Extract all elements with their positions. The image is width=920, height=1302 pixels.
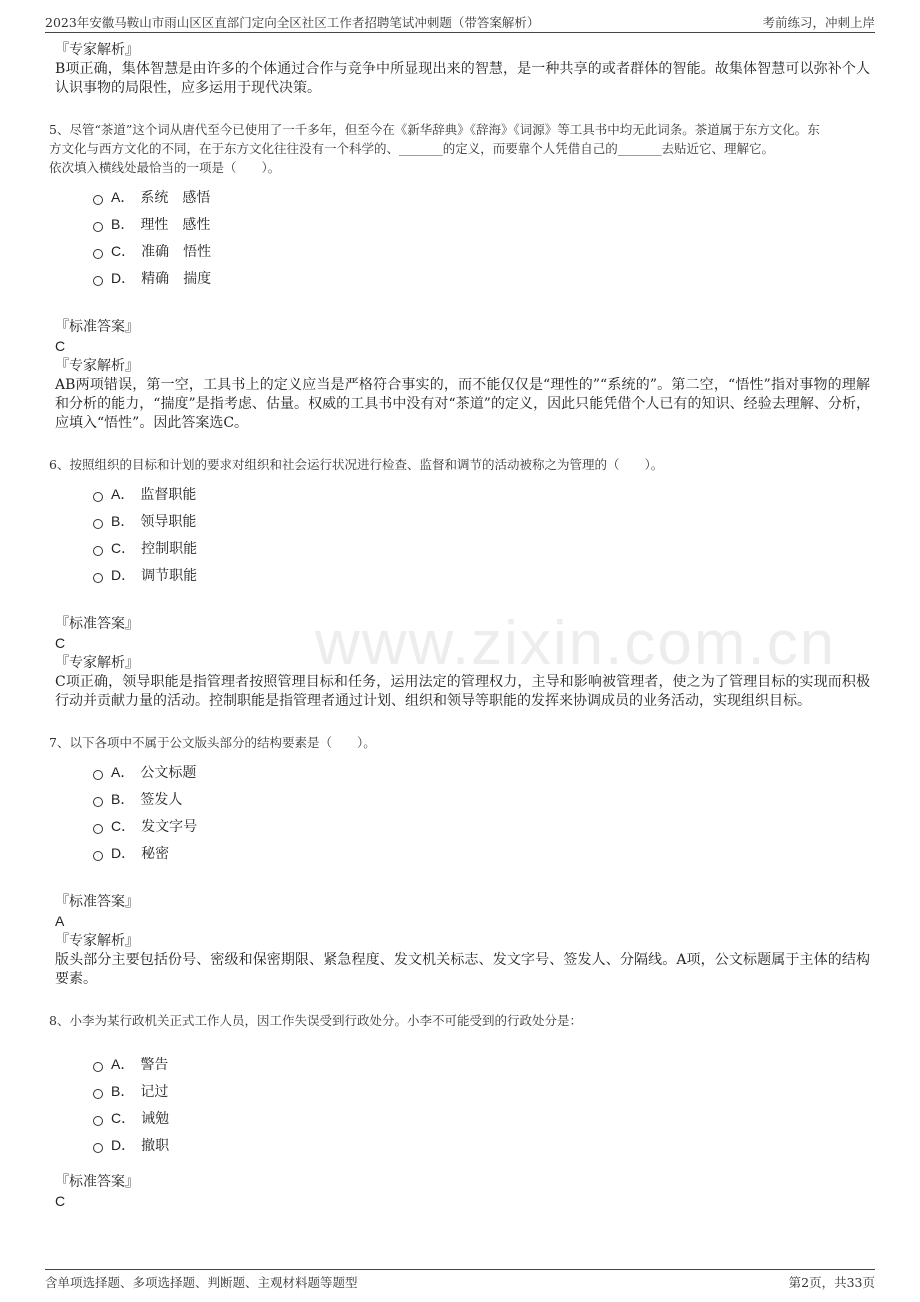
analysis-label: 『专家解析』 [55, 358, 139, 374]
options-list [93, 1050, 870, 1158]
options-list [93, 183, 870, 291]
radio-icon[interactable] [93, 249, 103, 259]
option-letter: B． [111, 215, 135, 232]
option-letter: B． [111, 790, 135, 807]
footer-description: 含单项选择题、多项选择题、判断题、主观材料题等题型 [45, 1275, 358, 1290]
radio-icon[interactable] [93, 546, 103, 556]
option-letter: A． [111, 1055, 135, 1072]
q4-analysis-block [55, 40, 870, 98]
page-header [45, 10, 875, 33]
option-letter: A． [111, 188, 135, 205]
option-letter: B． [111, 512, 135, 529]
header-motto: 考前练习，冲刺上岸 [762, 15, 875, 30]
radio-icon[interactable] [93, 492, 103, 502]
question-6 [49, 455, 870, 711]
stem-line: 方文化与西方文化的不同，在于东方文化往往没有一个科学的、_______的定义，而要靠个人凭借自己的_______去贴近它、理解它。 [49, 141, 775, 156]
option-letter: D． [111, 566, 136, 583]
radio-icon[interactable] [93, 1143, 103, 1153]
option-b[interactable] [93, 507, 870, 534]
option-c[interactable] [93, 237, 870, 264]
option-text: 调节职能 [141, 567, 198, 584]
option-letter: A． [111, 763, 135, 780]
analysis-label: 『专家解析』 [55, 933, 139, 949]
option-text: 系统 感悟 [140, 189, 211, 206]
question-stem: 6、按照组织的目标和计划的要求对组织和社会运行状况进行检查、监督和调节的活动被称之为管理的（ ）。 [49, 457, 664, 472]
option-b[interactable] [93, 785, 870, 812]
stem-line: 5、尽管“茶道”这个词从唐代至今已使用了一千多年，但至今在《新华辞典》《辞海》《词源》等工具书中均无此词条。茶道属于东方文化。东 [49, 122, 820, 137]
question-5 [49, 120, 870, 433]
options-list [93, 758, 870, 866]
analysis-text: 版头部分主要包括份号、密级和保密期限、紧急程度、发文机关标志、发文字号、签发人、分隔线。A项，公文标题属于主体的结构要素。 [55, 952, 870, 987]
option-text: 撤职 [141, 1137, 170, 1154]
document-title: 2023年安徽马鞍山市雨山区区直部门定向全区社区工作者招聘笔试冲刺题（带答案解析） [45, 15, 540, 30]
option-text: 控制职能 [141, 540, 198, 557]
option-a[interactable] [93, 758, 870, 785]
radio-icon[interactable] [93, 851, 103, 861]
radio-icon[interactable] [93, 770, 103, 780]
question-stem: 8、小李为某行政机关正式工作人员，因工作失误受到行政处分。小李不可能受到的行政处分是： [49, 1013, 582, 1028]
radio-icon[interactable] [93, 797, 103, 807]
option-letter: A． [111, 485, 135, 502]
option-text: 公文标题 [140, 764, 197, 781]
option-d[interactable] [93, 264, 870, 291]
question-stem: 7、以下各项中不属于公文版头部分的结构要素是（ ）。 [49, 735, 376, 750]
option-a[interactable] [93, 1050, 870, 1077]
radio-icon[interactable] [93, 222, 103, 232]
option-b[interactable] [93, 1077, 870, 1104]
analysis-text: C项正确，领导职能是指管理者按照管理目标和任务，运用法定的管理权力，主导和影响被管理者，使之为了管理目标的实现而积极行动并贡献力量的活动。控制职能是指管理者通过计划、组织和领导等职能的发挥来协调成员的业务活动，实现组织目标。 [55, 674, 870, 709]
analysis-label: 『专家解析』 [55, 42, 139, 58]
stem-line: 依次填入横线处最恰当的一项是（ ）。 [49, 160, 281, 175]
option-d[interactable] [93, 1131, 870, 1158]
answer-label: 『标准答案』 [55, 616, 139, 632]
option-text: 发文字号 [141, 818, 198, 835]
analysis-text: B项正确，集体智慧是由许多的个体通过合作与竞争中所显现出来的智慧，是一种共享的或者群体的智能。故集体智慧可以弥补个人认识事物的局限性，应多运用于现代决策。 [55, 61, 870, 96]
options-list [93, 480, 870, 588]
radio-icon[interactable] [93, 195, 103, 205]
option-text: 理性 感性 [140, 216, 211, 233]
radio-icon[interactable] [93, 573, 103, 583]
option-d[interactable] [93, 561, 870, 588]
option-letter: D． [111, 1136, 136, 1153]
answer-value: C [55, 338, 66, 354]
radio-icon[interactable] [93, 824, 103, 834]
option-c[interactable] [93, 1104, 870, 1131]
radio-icon[interactable] [93, 1062, 103, 1072]
option-text: 精确 揣度 [141, 270, 212, 287]
option-d[interactable] [93, 839, 870, 866]
option-a[interactable] [93, 480, 870, 507]
answer-label: 『标准答案』 [55, 319, 139, 335]
question-stem [49, 120, 870, 177]
radio-icon[interactable] [93, 1089, 103, 1099]
answer-value: C [55, 1193, 66, 1209]
answer-value: A [55, 913, 65, 929]
option-a[interactable] [93, 183, 870, 210]
option-letter: B． [111, 1082, 135, 1099]
answer-label: 『标准答案』 [55, 1174, 139, 1190]
page-content [49, 40, 870, 1211]
option-letter: C． [111, 1109, 136, 1126]
option-text: 领导职能 [140, 513, 197, 530]
option-letter: C． [111, 242, 136, 259]
answer-value: C [55, 635, 66, 651]
option-text: 诫勉 [141, 1110, 170, 1127]
option-letter: C． [111, 539, 136, 556]
option-c[interactable] [93, 534, 870, 561]
option-letter: D． [111, 269, 136, 286]
option-letter: C． [111, 817, 136, 834]
radio-icon[interactable] [93, 519, 103, 529]
option-letter: D． [111, 844, 136, 861]
question-8 [49, 1011, 870, 1211]
answer-label: 『标准答案』 [55, 894, 139, 910]
radio-icon[interactable] [93, 276, 103, 286]
option-c[interactable] [93, 812, 870, 839]
analysis-text: AB两项错误，第一空，工具书上的定义应当是严格符合事实的，而不能仅仅是“理性的”“系统的”。第二空，“悟性”指对事物的理解和分析的能力，“揣度”是指考虑、估量。权威的工具书中没有对“茶道”的定义，因此只能凭借个人已有的知识、经验去理解、分析，应填入“悟性”。因此答案选C。 [55, 377, 870, 431]
option-text: 秘密 [141, 845, 170, 862]
option-text: 记过 [140, 1083, 169, 1100]
page-footer [45, 1269, 875, 1288]
page-number: 第2页，共33页 [788, 1275, 875, 1290]
option-text: 警告 [140, 1056, 169, 1073]
watermark: www.zixin.com.cn [315, 609, 837, 678]
option-text: 准确 悟性 [141, 243, 212, 260]
option-b[interactable] [93, 210, 870, 237]
question-7 [49, 733, 870, 989]
analysis-label: 『专家解析』 [55, 655, 139, 671]
radio-icon[interactable] [93, 1116, 103, 1126]
option-text: 签发人 [140, 791, 183, 808]
option-text: 监督职能 [140, 486, 197, 503]
